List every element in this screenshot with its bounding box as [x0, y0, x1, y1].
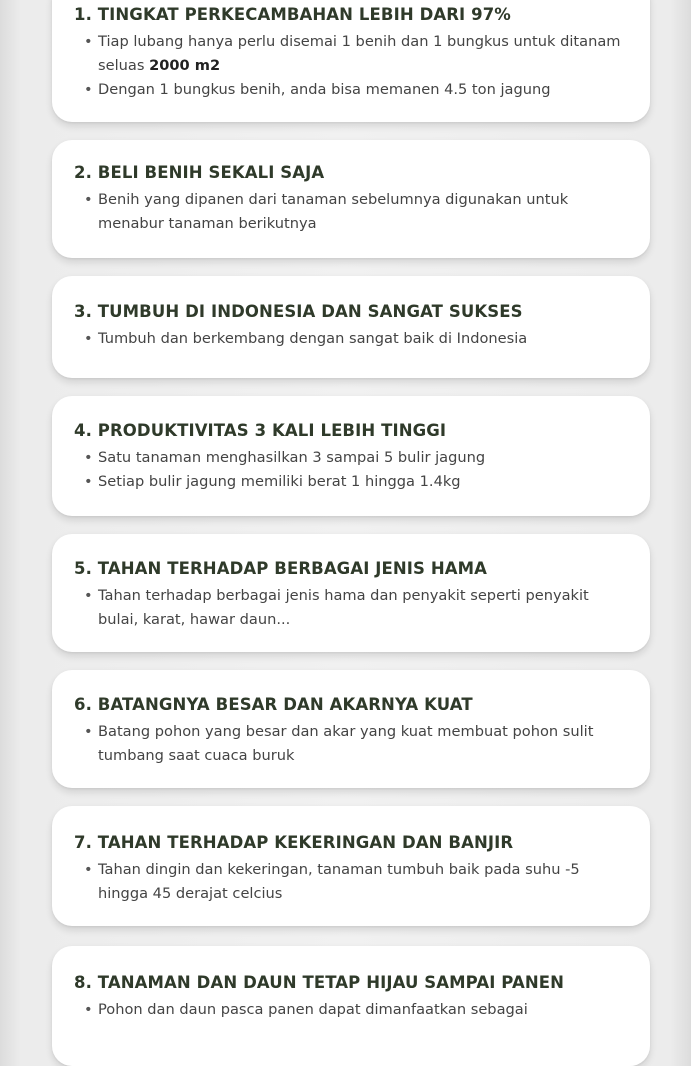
card-title: 7. TAHAN TERHADAP KEKERINGAN DAN BANJIR [74, 833, 514, 852]
benefit-card-5 [52, 534, 650, 652]
benefit-card-6 [52, 670, 650, 788]
bullet-item [98, 30, 626, 78]
bullet-list [74, 584, 626, 632]
bullet-list [74, 998, 626, 1022]
bullet-item: • Satu tanaman menghasilkan 3 sampai 5 bulir jagung [98, 446, 626, 470]
bullet-item: • Tumbuh dan berkembang dengan sangat baik di Indonesia [98, 327, 626, 351]
bullet-list [74, 188, 626, 236]
benefit-card-4 [52, 396, 650, 516]
benefit-card-3 [52, 276, 650, 378]
benefit-card-8 [52, 946, 650, 1066]
bullet-list [74, 446, 626, 494]
card-title: 5. TAHAN TERHADAP BERBAGAI JENIS HAMA [74, 559, 488, 578]
bullet-item: • Tahan terhadap berbagai jenis hama dan penyakit seperti penyakit bulai, karat, hawar daun... [98, 584, 626, 632]
benefit-card-7 [52, 806, 650, 926]
bullet-item: • Tahan dingin dan kekeringan, tanaman tumbuh baik pada suhu -5 hingga 45 derajat celcius [98, 858, 626, 906]
card-title: 6. BATANGNYA BESAR DAN AKARNYA KUAT [74, 695, 473, 714]
bullet-text: Tiap lubang hanya perlu disemai 1 benih dan 1 bungkus untuk ditanam seluas [98, 33, 621, 74]
card-title: 4. PRODUKTIVITAS 3 KALI LEBIH TINGGI [74, 421, 447, 440]
bullet-list [74, 327, 626, 351]
benefit-card-2 [52, 140, 650, 258]
bullet-list [74, 30, 626, 102]
card-title: 1. TINGKAT PERKECAMBAHAN LEBIH DARI 97% [74, 5, 511, 24]
bullet-list [74, 858, 626, 906]
bullet-item: • Setiap bulir jagung memiliki berat 1 hingga 1.4kg [98, 470, 626, 494]
bullet-item: • Benih yang dipanen dari tanaman sebelumnya digunakan untuk menabur tanaman berikutnya [98, 188, 626, 236]
bullet-list [74, 720, 626, 768]
card-title: 8. TANAMAN DAN DAUN TETAP HIJAU SAMPAI PANEN [74, 973, 565, 992]
bullet-item: • Batang pohon yang besar dan akar yang kuat membuat pohon sulit tumbang saat cuaca buruk [98, 720, 626, 768]
area-emphasis: 2000 m2 [149, 57, 221, 74]
bullet-item: • Pohon dan daun pasca panen dapat dimanfaatkan sebagai [98, 998, 626, 1022]
card-title: 3. TUMBUH DI INDONESIA DAN SANGAT SUKSES [74, 302, 523, 321]
card-title: 2. BELI BENIH SEKALI SAJA [74, 163, 325, 182]
bullet-item: • Dengan 1 bungkus benih, anda bisa memanen 4.5 ton jagung [98, 78, 626, 102]
benefit-card-1 [52, 0, 650, 122]
